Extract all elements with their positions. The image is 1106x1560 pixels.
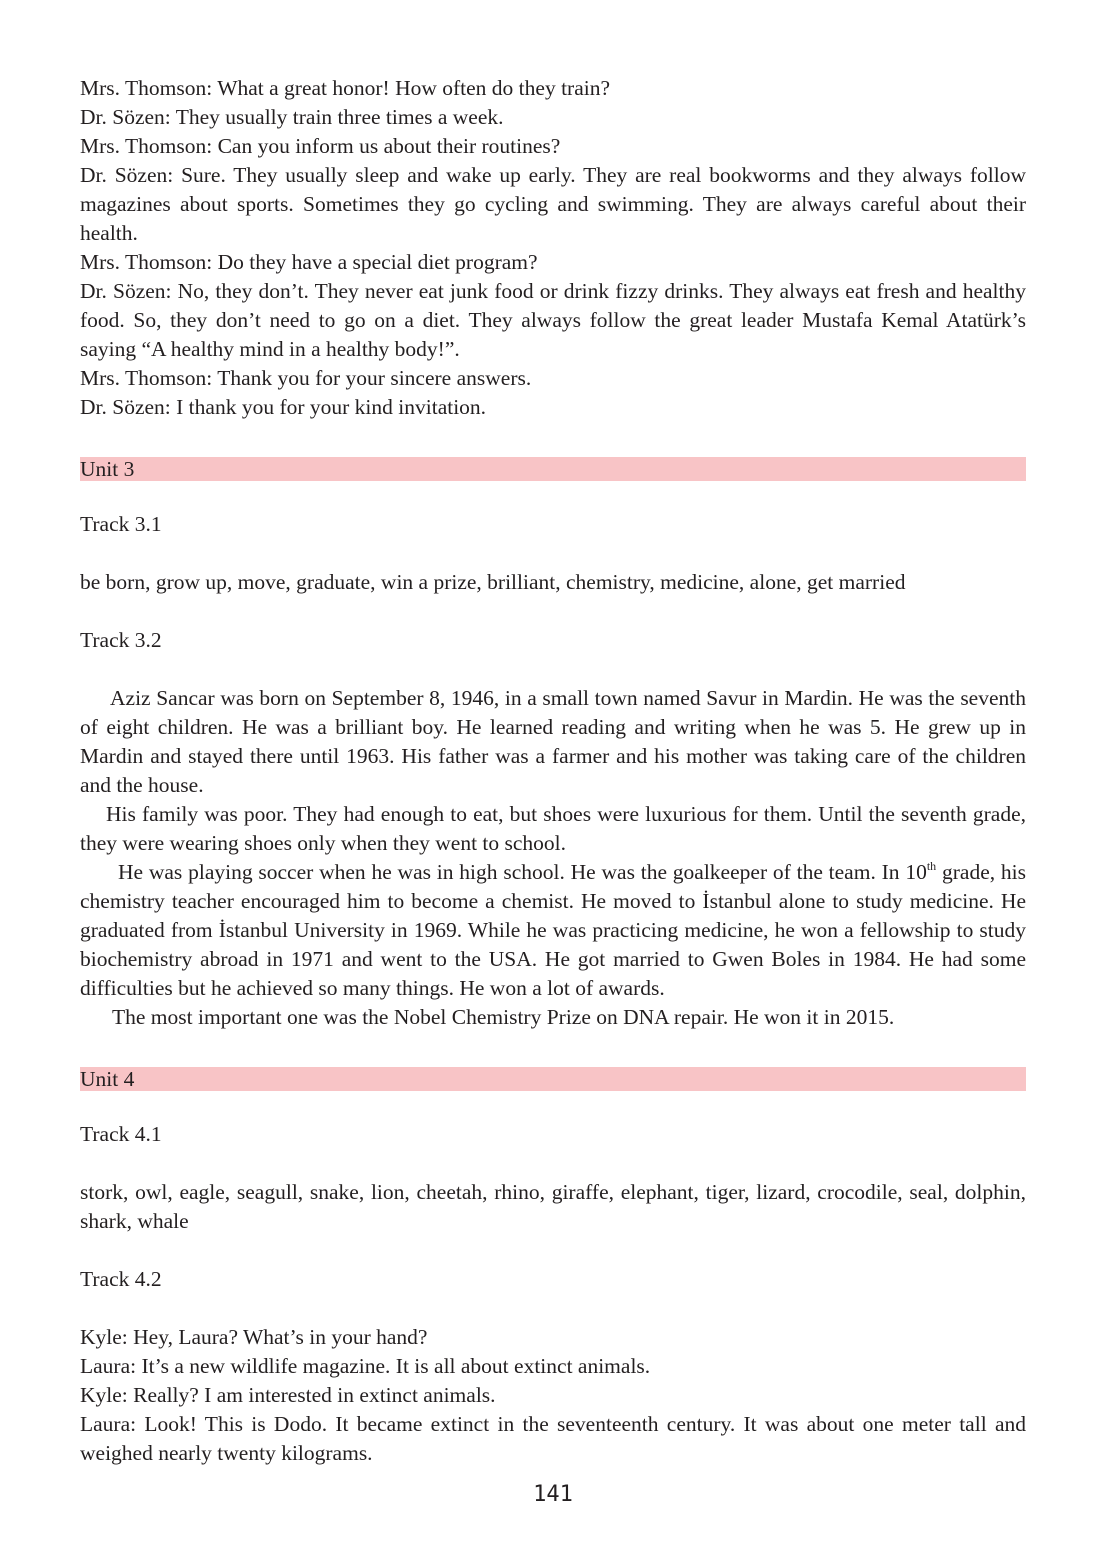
- paragraph: His family was poor. They had enough to eat, but shoes were luxurious for them. Until the seventh grade, they were wearing shoes only when they went to school.: [80, 802, 1026, 855]
- dialogue-line: Dr. Sözen: They usually train three times a week.: [80, 105, 504, 129]
- dialogue-line: Dr. Sözen: No, they don’t. They never eat junk food or drink fizzy drinks. They always eat fresh and healthy food. So, they don’t need to go on a diet. They always follow the great leader Mustafa Kemal Atatürk’s saying “A healthy mind in a healthy body!”.: [80, 279, 1026, 361]
- page-number: 141: [533, 1482, 573, 1507]
- track-3-1-label: Track 3.1: [80, 512, 162, 536]
- page-content: [80, 74, 1026, 1468]
- paragraph-start: He was playing soccer when he was in high school. He was the goalkeeper of the team. In 10: [118, 860, 927, 884]
- track-4-1-vocabulary: stork, owl, eagle, seagull, snake, lion, cheetah, rhino, giraffe, elephant, tiger, lizard, crocodile, seal, dolphin, shark, whale: [80, 1180, 1026, 1233]
- track-3-2-label: Track 3.2: [80, 628, 162, 652]
- track-3-1-vocabulary: be born, grow up, move, graduate, win a prize, brilliant, chemistry, medicine, alone, get married: [80, 570, 906, 594]
- dialogue-line: Dr. Sözen: I thank you for your kind invitation.: [80, 395, 487, 419]
- unit4-heading: Unit 4: [80, 1067, 1026, 1091]
- dialogue-line: Dr. Sözen: Sure. They usually sleep and wake up early. They are real bookworms and they always follow magazines about sports. Sometimes they go cycling and swimming. They are always careful about their health.: [80, 163, 1026, 245]
- track-3-2-text: [80, 684, 1026, 1032]
- paragraph-end: grade, his chemistry teacher encouraged him to become a chemist. He moved to İstanbul alone to study medicine. He graduated from İstanbul University in 1969. While he was practicing medicine, he won a fellowship to study biochemistry abroad in 1971 and went to the USA. He got married to Gwen Boles in 1984. He had some difficulties but he achieved so many things. He won a lot of awards.: [80, 860, 1026, 1000]
- ordinal-suffix: th: [926, 859, 937, 873]
- paragraph: [80, 858, 1026, 1003]
- dialogue-line: Laura: It’s a new wildlife magazine. It is all about extinct animals.: [80, 1354, 651, 1378]
- unit2-dialogue: [80, 74, 1026, 422]
- track-4-1-label: Track 4.1: [80, 1122, 162, 1146]
- paragraph: The most important one was the Nobel Chemistry Prize on DNA repair. He won it in 2015.: [112, 1005, 895, 1029]
- dialogue-line: Kyle: Hey, Laura? What’s in your hand?: [80, 1325, 428, 1349]
- dialogue-line: Mrs. Thomson: Can you inform us about their routines?: [80, 134, 561, 158]
- dialogue-line: Kyle: Really? I am interested in extinct animals.: [80, 1383, 496, 1407]
- dialogue-line: Mrs. Thomson: Thank you for your sincere answers.: [80, 366, 532, 390]
- unit3-heading: Unit 3: [80, 457, 1026, 481]
- paragraph: Aziz Sancar was born on September 8, 1946, in a small town named Savur in Mardin. He was the seventh of eight children. He was a brilliant boy. He learned reading and writing when he was 5. He grew up in Mardin and stayed there until 1963. His father was a farmer and his mother was taking care of the children and the house.: [80, 686, 1026, 797]
- dialogue-line: Laura: Look! This is Dodo. It became extinct in the seventeenth century. It was about one meter tall and weighed nearly twenty kilograms.: [80, 1412, 1026, 1465]
- track-4-2-dialogue: [80, 1323, 1026, 1468]
- dialogue-line: Mrs. Thomson: Do they have a special diet program?: [80, 250, 538, 274]
- dialogue-line: Mrs. Thomson: What a great honor! How often do they train?: [80, 76, 611, 100]
- track-4-2-label: Track 4.2: [80, 1267, 162, 1291]
